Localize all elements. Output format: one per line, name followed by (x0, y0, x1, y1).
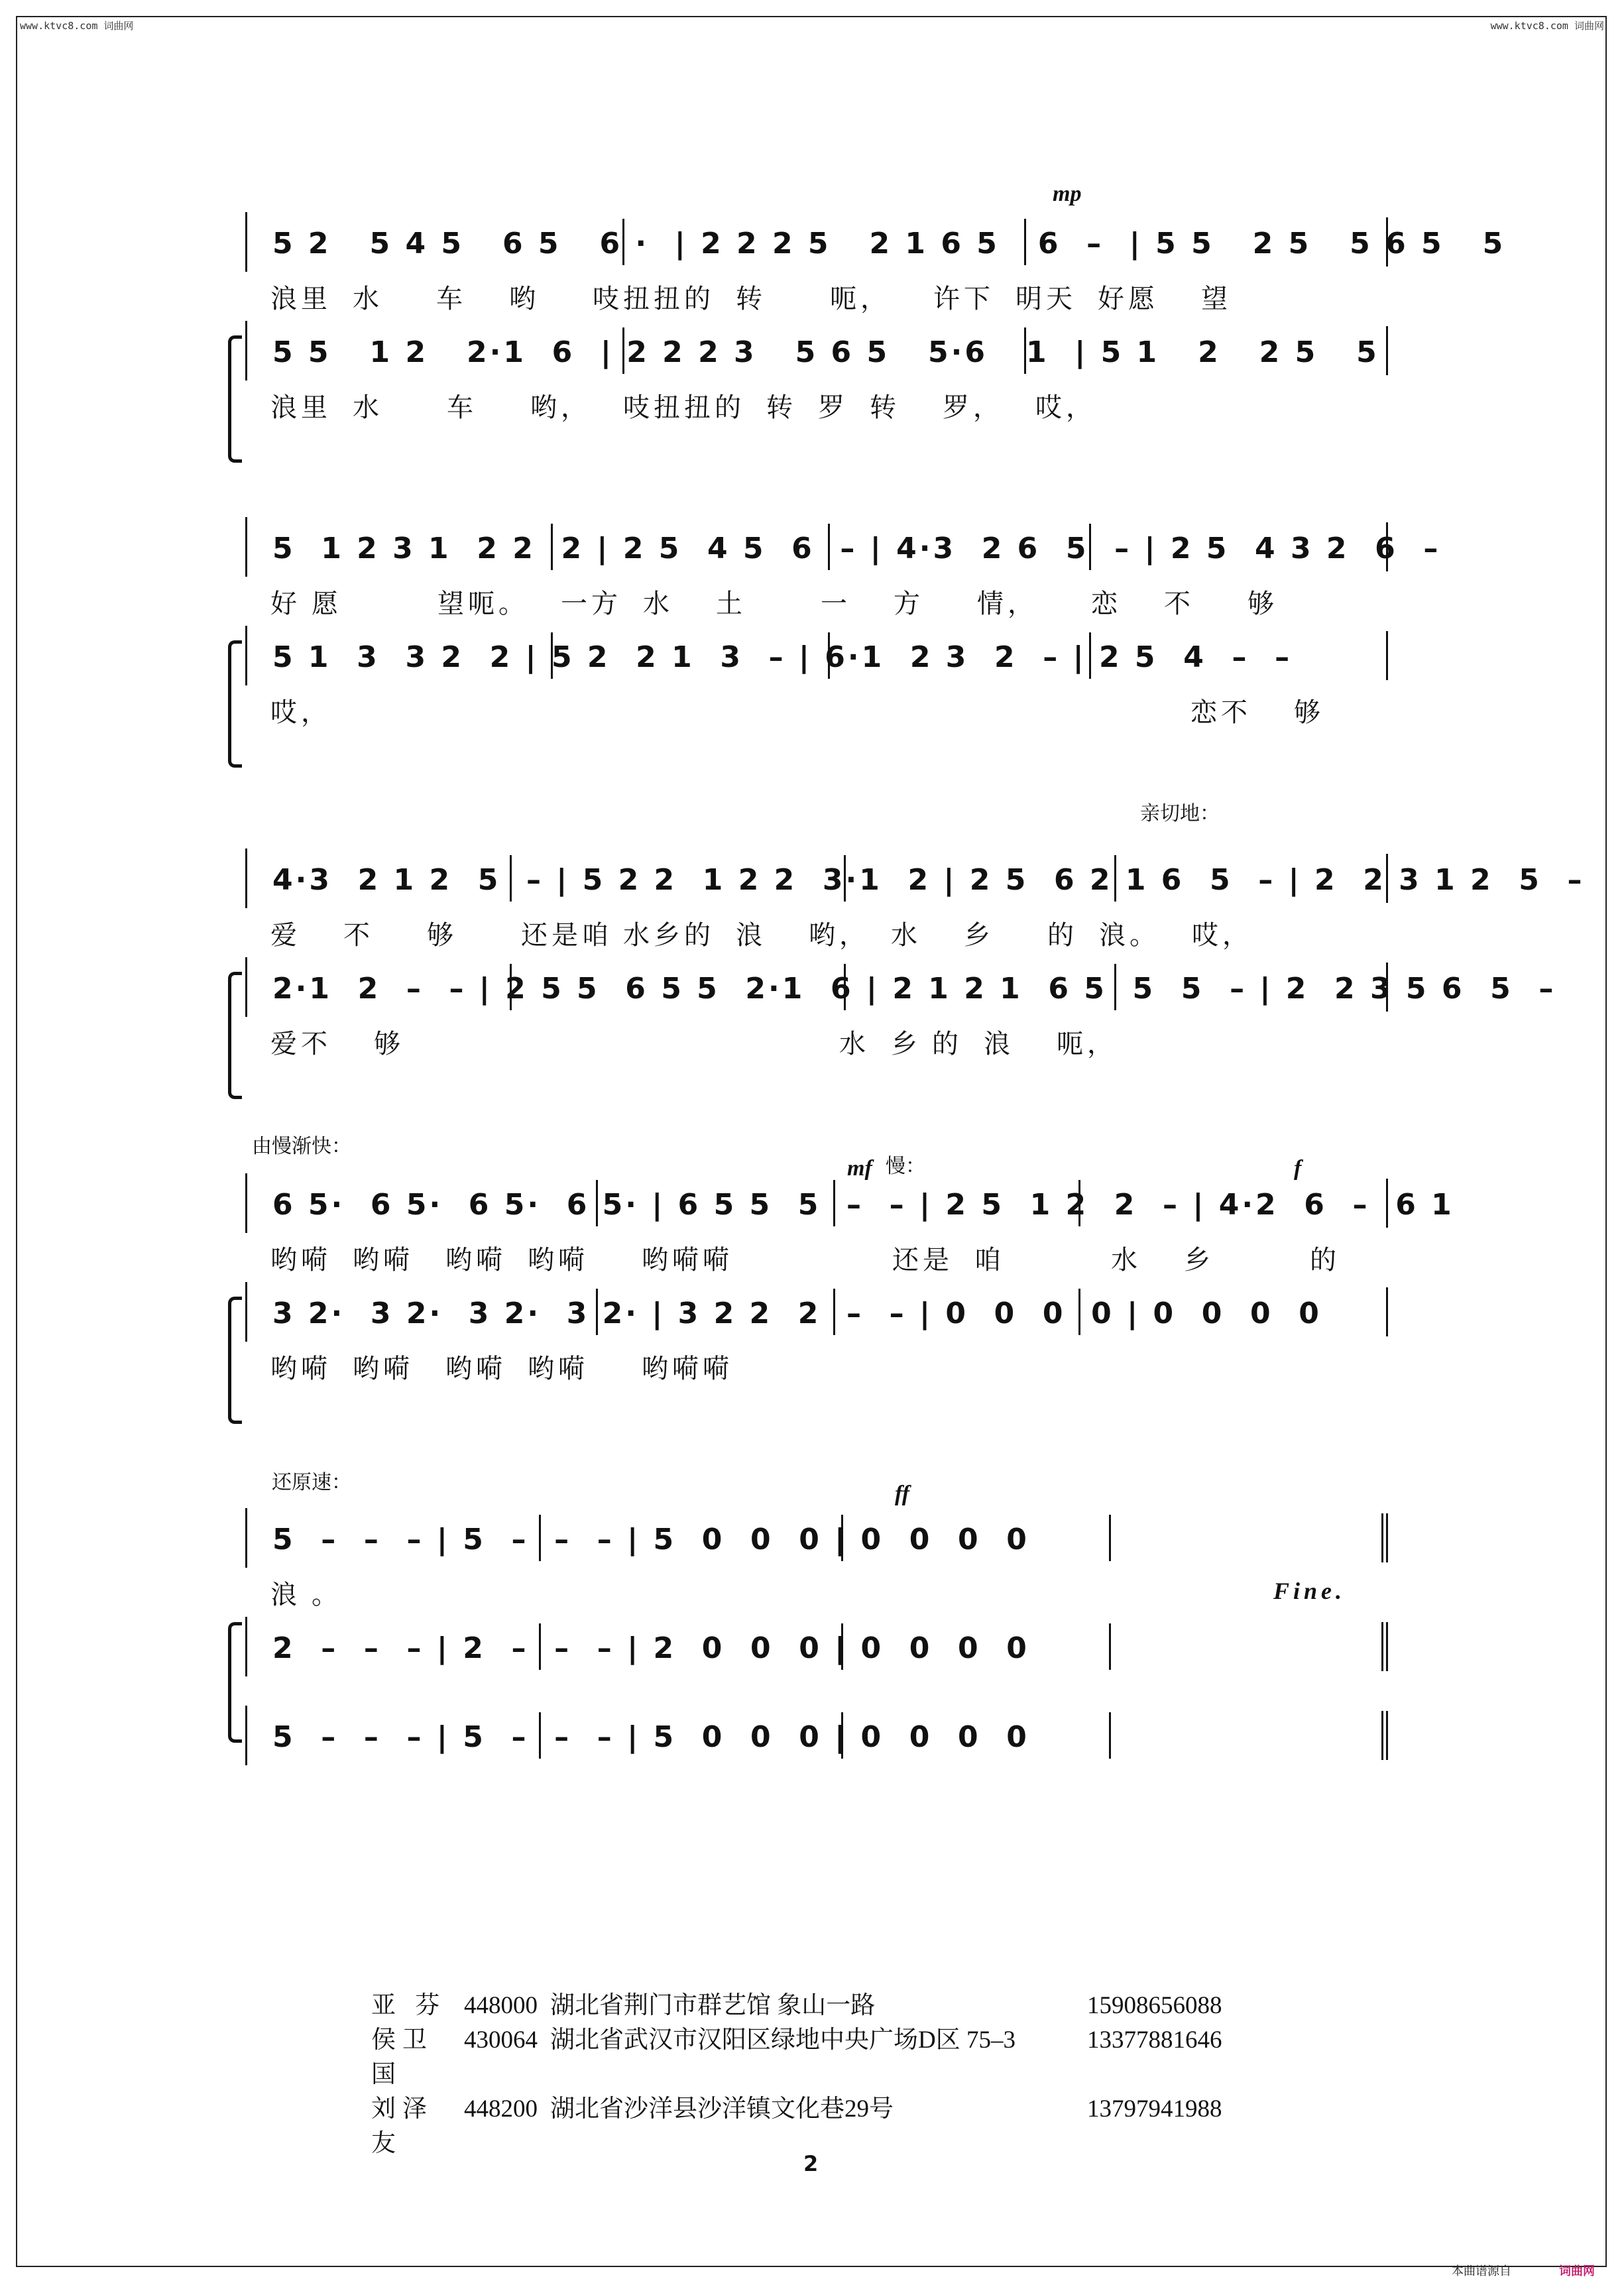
upper-lyrics (245, 1568, 1385, 1617)
upper-lyrics: 爱 不 够 还是咱 水乡的 浪 哟， 水 乡 的 浪。 哎， (270, 919, 1253, 950)
tempo-marking: 由慢渐快： (252, 1136, 351, 1157)
upper-notes: 5 – – – | 5 – – – | 5 0 0 0 | 0 0 0 0 (272, 1523, 1029, 1556)
lower-notes: 3 2· 3 2· 3 2· 3 2· | 3 2 2 2 – – | 0 0 0 0 | 0 0 0 0 (272, 1297, 1322, 1330)
lower-lyrics: 爱不 够 水 乡 的 浪 呃， (270, 1028, 1118, 1059)
upper-staff (245, 212, 1506, 272)
brace (228, 1622, 242, 1743)
contact-zip: 448200 (464, 2095, 538, 2123)
contact-list (371, 1989, 1222, 2161)
brace (228, 335, 242, 463)
lower-notes: 5 5 1 2 2·1 6 | 2 2 2 3 5 6 5 5·6 1 | 5 1 2 2 5 5 (272, 335, 1379, 369)
contact-name: 亚 芬 (371, 1992, 447, 2019)
middle-notes: 2 – – – | 2 – – – | 2 0 0 0 | 0 0 0 0 (272, 1631, 1029, 1665)
contact-name: 刘泽友 (371, 2095, 434, 2157)
contact-address: 湖北省沙洋县沙洋镇文化巷29号 (550, 2095, 894, 2123)
upper-staff (245, 849, 1585, 908)
upper-staff (245, 1508, 1385, 1568)
score-system-2 (245, 517, 1441, 734)
brace (228, 640, 242, 768)
upper-lyric-text: 浪 。 (270, 1579, 342, 1610)
lower-notes: 2·1 2 – – | 2 5 5 6 5 5 2·1 6 | 2 1 2 1 6 5 5 5 – | 2 2 3 5 6 5 – (272, 972, 1556, 1006)
dynamic-f: f (1294, 1156, 1302, 1181)
score-system-5 (245, 1472, 1385, 1765)
contact-zip: 430064 (464, 2026, 538, 2054)
brace (228, 1297, 242, 1424)
score-system-4 (245, 1136, 1454, 1391)
tempo-marking: 还原速： (272, 1472, 351, 1493)
lower-staff (245, 626, 1385, 685)
page-number: 2 (803, 2151, 819, 2176)
contact-name: 侯卫国 (371, 2026, 434, 2088)
contact-row (371, 2023, 1222, 2092)
score-system-3 (245, 803, 1585, 1066)
score-system-1 (245, 182, 1506, 430)
upper-lyrics: 哟嗬 哟嗬 哟嗬 哟嗬 哟嗬嗬 还是 咱 水 乡 的 (270, 1244, 1340, 1275)
dynamic-mp: mp (1053, 182, 1082, 206)
upper-lyrics: 好 愿 望呃。 一方 水 土 一 方 情， 恋 不 够 (270, 588, 1278, 618)
upper-notes: 4·3 2 1 2 5 – | 5 2 2 1 2 2 3·1 2 | 2 5 6 2 1 6 5 – | 2 2 3 1 2 5 – (272, 863, 1585, 897)
contact-row (371, 2092, 1222, 2161)
contact-address: 湖北省武汉市汉阳区绿地中央广场D区 75–3 (550, 2026, 1015, 2054)
upper-notes: 6 5· 6 5· 6 5· 6 5· | 6 5 5 5 – – | 2 5 1 2 2 – | 4·2 6 – 6 1 (272, 1188, 1454, 1222)
contact-address: 湖北省荆门市群艺馆 象山一路 (550, 1992, 876, 2019)
upper-notes: 5 1 2 3 1 2 2 2 | 2 5 4 5 6 – | 4·3 2 6 5 – | 2 5 4 3 2 6 – (272, 532, 1441, 565)
upper-lyrics: 浪里 水 车 哟 吱扭扭的 转 呃， 许下 明天 好愿 望 (270, 283, 1232, 314)
upper-staff (245, 517, 1441, 577)
lower-lyrics: 哎， 恋不 够 (270, 697, 1324, 727)
contact-phone: 15908656088 (1087, 1992, 1222, 2019)
header-left: www.ktvc8.com 词曲网 (20, 20, 134, 32)
dynamic-ff: ff (895, 1482, 910, 1506)
header-right: www.ktvc8.com 词曲网 (1490, 20, 1604, 32)
footer-source: 本曲谱源自 (1452, 2264, 1511, 2278)
fine-marking: Fine. (1273, 1578, 1346, 1604)
lower-notes: 5 1 3 3 2 2 | 5 2 2 1 3 – | 6·1 2 3 2 – | 2 5 4 – – (272, 640, 1293, 674)
lower-staff (245, 1706, 1385, 1765)
lower-lyrics: 浪里 水 车 哟， 吱扭扭的 转 罗 转 罗， 哎， (270, 392, 1096, 422)
lower-lyrics: 哟嗬 哟嗬 哟嗬 哟嗬 哟嗬嗬 (270, 1353, 733, 1383)
contact-row (371, 1989, 1222, 2023)
contact-phone: 13377881646 (1087, 2026, 1222, 2054)
lower-notes: 5 – – – | 5 – – – | 5 0 0 0 | 0 0 0 0 (272, 1720, 1029, 1754)
tempo-slow: 慢： (886, 1155, 925, 1177)
lower-staff (245, 321, 1385, 380)
lower-staff (245, 957, 1556, 1017)
middle-staff (245, 1617, 1385, 1676)
contact-phone: 13797941988 (1087, 2095, 1222, 2123)
dynamic-mf: mf (847, 1156, 872, 1181)
contact-zip: 448000 (464, 1992, 538, 2019)
tempo-marking: 亲切地： (1140, 803, 1220, 825)
lower-staff (245, 1282, 1385, 1342)
upper-notes: 5 2 5 4 5 6 5 6 · | 2 2 2 5 2 1 6 5 6 – | 5 5 2 5 5 6 5 5 (272, 227, 1506, 261)
upper-staff (245, 1173, 1454, 1233)
brace (228, 972, 242, 1099)
footer-brand-link[interactable]: 词曲网 (1559, 2264, 1595, 2278)
